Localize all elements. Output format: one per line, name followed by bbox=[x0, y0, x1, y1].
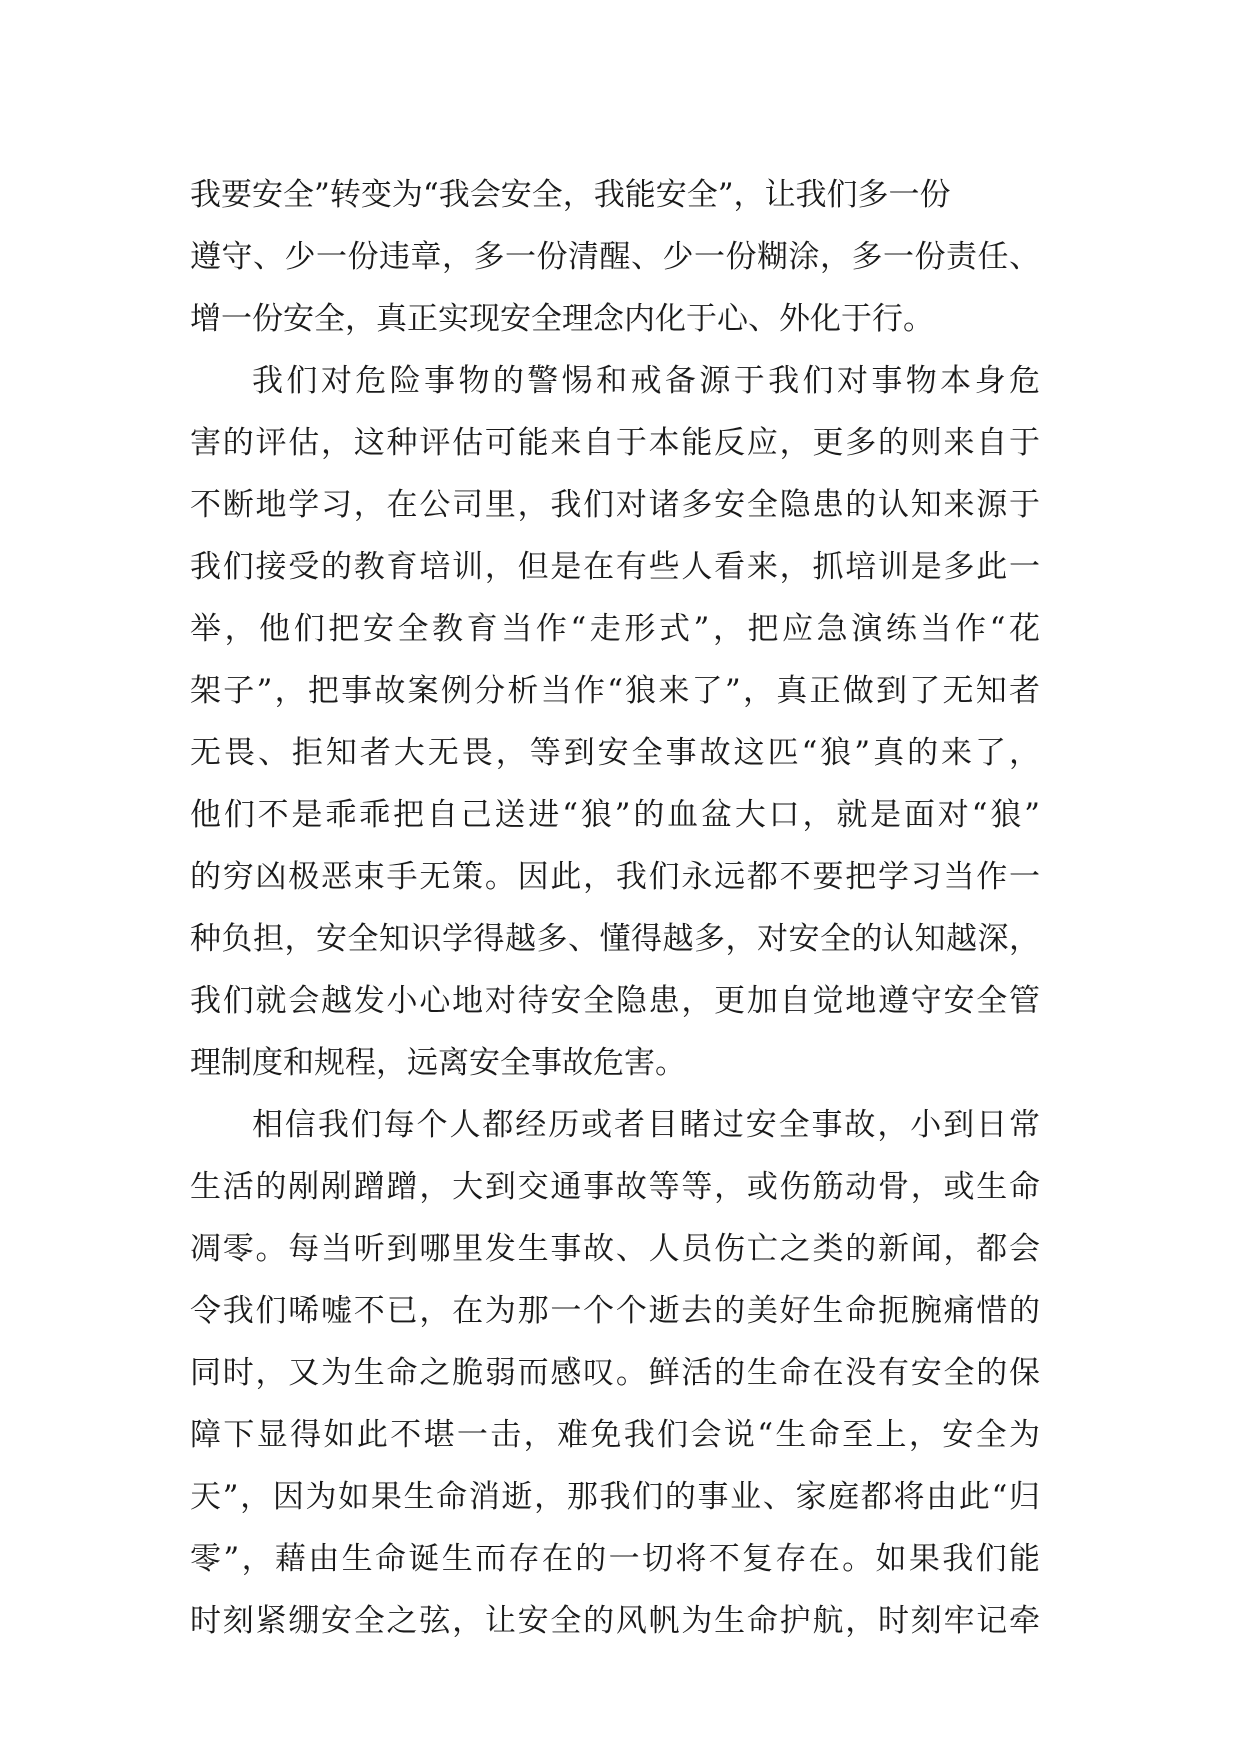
text-line: 我们就会越发小心地对待安全隐患，更加自觉地遵守安全管 bbox=[190, 983, 1040, 1019]
text-line: 增一份安全，真正实现安全理念内化于心、外化于行。 bbox=[190, 301, 934, 337]
text-line: 令我们唏嘘不已，在为那一个个逝去的美好生命扼腕痛惜的 bbox=[190, 1293, 1040, 1329]
text-line: 天”，因为如果生命消逝，那我们的事业、家庭都将由此“归 bbox=[190, 1479, 1040, 1515]
text-line: 不断地学习，在公司里，我们对诸多安全隐患的认知来源于 bbox=[190, 487, 1040, 523]
text-line: 理制度和规程，远离安全事故危害。 bbox=[190, 1045, 686, 1081]
text-line: 的穷凶极恶束手无策。因此，我们永远都不要把学习当作一 bbox=[190, 859, 1040, 895]
text-line: 种负担，安全知识学得越多、懂得越多，对安全的认知越深， bbox=[190, 921, 1040, 957]
text-line: 他们不是乖乖把自己送进“狼”的血盆大口，就是面对“狼” bbox=[190, 797, 1040, 833]
text-line: 生活的剐剐蹭蹭，大到交通事故等等，或伤筋动骨，或生命 bbox=[190, 1169, 1040, 1205]
text-line: 我们接受的教育培训，但是在有些人看来，抓培训是多此一 bbox=[190, 549, 1040, 585]
text-line: 无畏、拒知者大无畏，等到安全事故这匹“狼”真的来了， bbox=[190, 735, 1040, 771]
paragraph-first-line: 我们对危险事物的警惕和戒备源于我们对事物本身危 bbox=[252, 363, 1040, 399]
text-line: 架子”，把事故案例分析当作“狼来了”，真正做到了无知者 bbox=[190, 673, 1040, 709]
text-line: 时刻紧绷安全之弦，让安全的风帆为生命护航，时刻牢记牵 bbox=[190, 1603, 1040, 1639]
text-line: 我要安全”转变为“我会安全，我能安全”，让我们多一份 bbox=[190, 177, 951, 213]
text-line: 同时，又为生命之脆弱而感叹。鲜活的生命在没有安全的保 bbox=[190, 1355, 1040, 1391]
text-line: 障下显得如此不堪一击，难免我们会说“生命至上，安全为 bbox=[190, 1417, 1040, 1453]
text-line: 举，他们把安全教育当作“走形式”，把应急演练当作“花 bbox=[190, 611, 1040, 647]
text-line: 凋零。每当听到哪里发生事故、人员伤亡之类的新闻，都会 bbox=[190, 1231, 1040, 1267]
text-line: 害的评估，这种评估可能来自于本能反应，更多的则来自于 bbox=[190, 425, 1040, 461]
text-line: 遵守、少一份违章，多一份清醒、少一份糊涂，多一份责任、 bbox=[190, 239, 1040, 275]
paragraph-first-line: 相信我们每个人都经历或者目睹过安全事故，小到日常 bbox=[252, 1107, 1040, 1143]
text-line: 零”，藉由生命诞生而存在的一切将不复存在。如果我们能 bbox=[190, 1541, 1040, 1577]
